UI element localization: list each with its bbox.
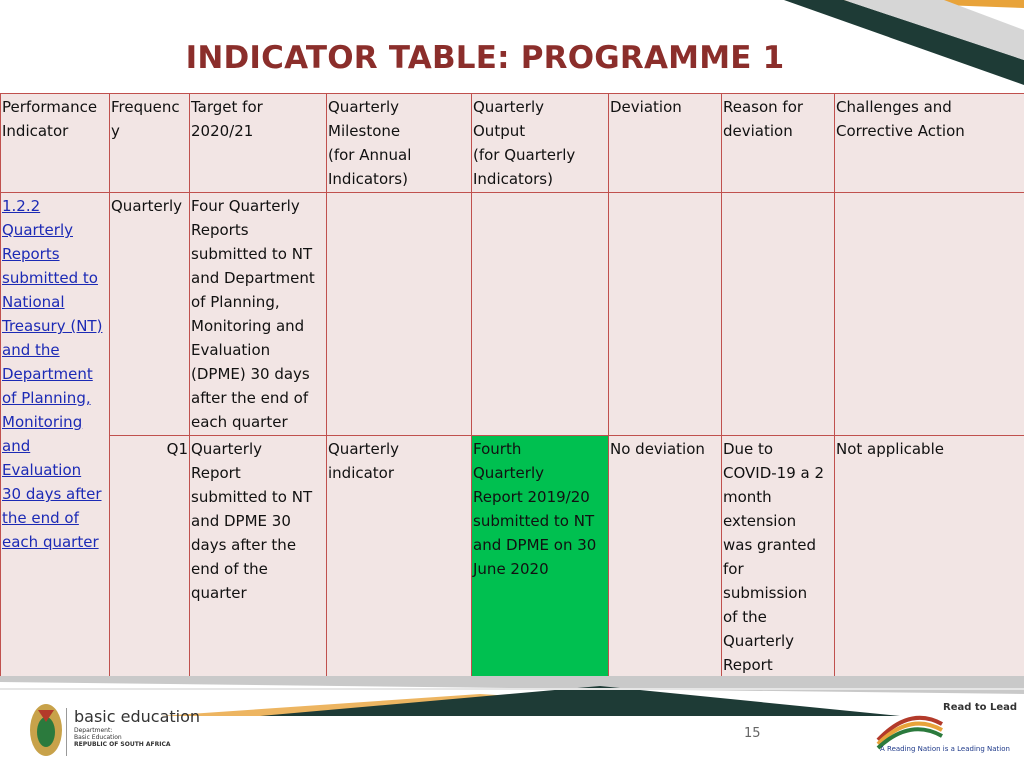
header-cell: Frequenc y: [110, 94, 190, 193]
table-row: [1, 436, 1024, 679]
header-cell: Challenges and Corrective Action: [835, 94, 1024, 193]
department-name: basic education Department: Basic Education REPUBLIC OF SOUTH AFRICA: [74, 707, 201, 748]
table-row: [1, 193, 1024, 436]
deviation-cell: [609, 193, 722, 436]
reason-cell: Due to COVID-19 a 2 month extension was granted for submission of the Quarterly Report: [722, 436, 835, 679]
read-to-lead-tagline: A Reading Nation is a Leading Nation: [880, 745, 1010, 753]
deviation-cell: No deviation: [609, 436, 722, 679]
output-cell: [472, 193, 609, 436]
header-cell: Reason for deviation: [722, 94, 835, 193]
milestone-cell: [327, 193, 472, 436]
frequency-cell: Quarterly: [110, 193, 190, 436]
indicator-table: [0, 93, 1024, 679]
read-to-lead-title: Read to Lead: [943, 702, 1018, 713]
header-cell: Quarterly Milestone (for Annual Indicators): [327, 94, 472, 193]
target-cell: Four Quarterly Reports submitted to NT and Department of Planning, Monitoring and Evaluation (DPME) 30 days after the end of each quarter: [190, 193, 327, 436]
header-cell: Performance Indicator: [1, 94, 110, 193]
performance-indicator-link[interactable]: 1.2.2 Quarterly Reports submitted to National Treasury (NT) and the Department of Planning, Monitoring and Evaluation 30 days after the end of each quarter: [1, 193, 110, 679]
header-cell: Deviation: [609, 94, 722, 193]
reason-cell: [722, 193, 835, 436]
header-row: [1, 94, 1024, 193]
page-number: 15: [744, 726, 761, 741]
header-cell: Quarterly Output (for Quarterly Indicators): [472, 94, 609, 193]
header-cell: Target for 2020/21: [190, 94, 327, 193]
milestone-cell: Quarterly indicator: [327, 436, 472, 679]
output-cell: Fourth Quarterly Report 2019/20 submitted to NT and DPME on 30 June 2020: [472, 436, 609, 679]
page-title: INDICATOR TABLE: PROGRAMME 1: [185, 40, 785, 76]
frequency-cell: Q1: [110, 436, 190, 679]
challenges-cell: [835, 193, 1024, 436]
target-cell: Quarterly Report submitted to NT and DPME 30 days after the end of the quarter: [190, 436, 327, 679]
challenges-cell: Not applicable: [835, 436, 1024, 679]
